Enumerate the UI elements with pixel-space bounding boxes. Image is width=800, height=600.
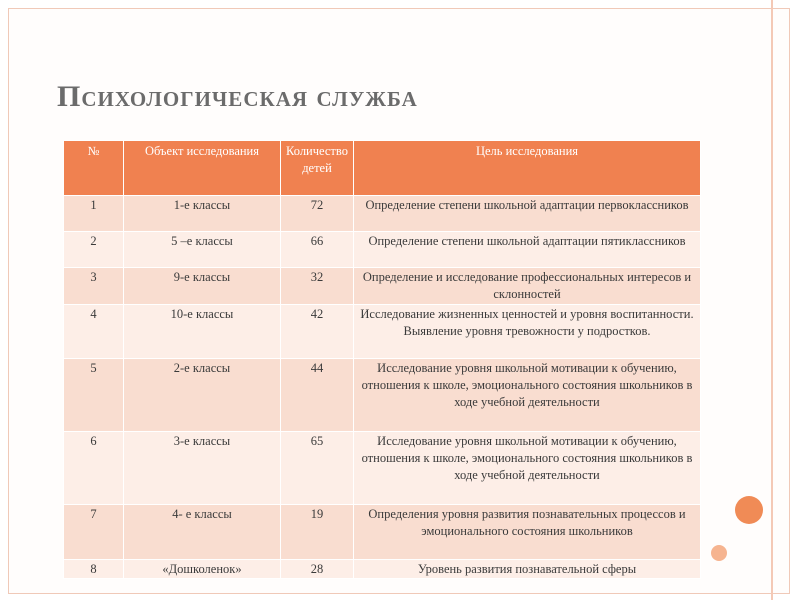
table-row: [64, 268, 701, 305]
cell-object: 2-е классы: [124, 359, 281, 432]
cell-number: 3: [64, 268, 124, 305]
decorative-circle-large: [735, 496, 763, 524]
table-row: [64, 359, 701, 432]
header-number: №: [64, 141, 124, 196]
cell-goal: Определение степени школьной адаптации первоклассников: [354, 196, 701, 232]
header-goal: Цель исследования: [354, 141, 701, 196]
cell-count: 42: [281, 305, 354, 359]
table-header-row: [64, 141, 701, 196]
cell-goal: Определение степени школьной адаптации пятиклассников: [354, 232, 701, 268]
cell-goal: Уровень развития познавательной сферы: [354, 560, 701, 579]
cell-object: 5 –е классы: [124, 232, 281, 268]
cell-count: 66: [281, 232, 354, 268]
cell-object: «Дошколенок»: [124, 560, 281, 579]
decorative-edge-line: [771, 0, 773, 600]
cell-number: 6: [64, 432, 124, 505]
cell-number: 7: [64, 505, 124, 560]
cell-goal: Исследование уровня школьной мотивации к обучению, отношения к школе, эмоционального состояния школьников в ходе учебной деятельности: [354, 432, 701, 505]
research-table: [63, 140, 701, 579]
cell-object: 10-е классы: [124, 305, 281, 359]
cell-object: 1-е классы: [124, 196, 281, 232]
cell-goal: Исследование жизненных ценностей и уровня воспитанности. Выявление уровня тревожности у подростков.: [354, 305, 701, 359]
slide-title: Психологическая служба: [57, 80, 418, 113]
header-object: Объект исследования: [124, 141, 281, 196]
cell-goal: Определения уровня развития познавательных процессов и эмоционального состояния школьников: [354, 505, 701, 560]
cell-count: 44: [281, 359, 354, 432]
cell-count: 72: [281, 196, 354, 232]
cell-count: 32: [281, 268, 354, 305]
cell-object: 3-е классы: [124, 432, 281, 505]
cell-number: 2: [64, 232, 124, 268]
cell-number: 1: [64, 196, 124, 232]
table-row: [64, 432, 701, 505]
table-row: [64, 560, 701, 579]
cell-goal: Исследование уровня школьной мотивации к обучению, отношения к школе, эмоционального состояния школьников в ходе учебной деятельности: [354, 359, 701, 432]
table-row: [64, 505, 701, 560]
cell-count: 65: [281, 432, 354, 505]
header-count: Количество детей: [281, 141, 354, 196]
decorative-circle-small: [711, 545, 727, 561]
cell-count: 28: [281, 560, 354, 579]
cell-number: 8: [64, 560, 124, 579]
cell-object: 9-е классы: [124, 268, 281, 305]
cell-goal: Определение и исследование профессиональных интересов и склонностей: [354, 268, 701, 305]
cell-number: 5: [64, 359, 124, 432]
table-row: [64, 196, 701, 232]
table-row: [64, 305, 701, 359]
table-row: [64, 232, 701, 268]
cell-number: 4: [64, 305, 124, 359]
cell-object: 4- е классы: [124, 505, 281, 560]
cell-count: 19: [281, 505, 354, 560]
